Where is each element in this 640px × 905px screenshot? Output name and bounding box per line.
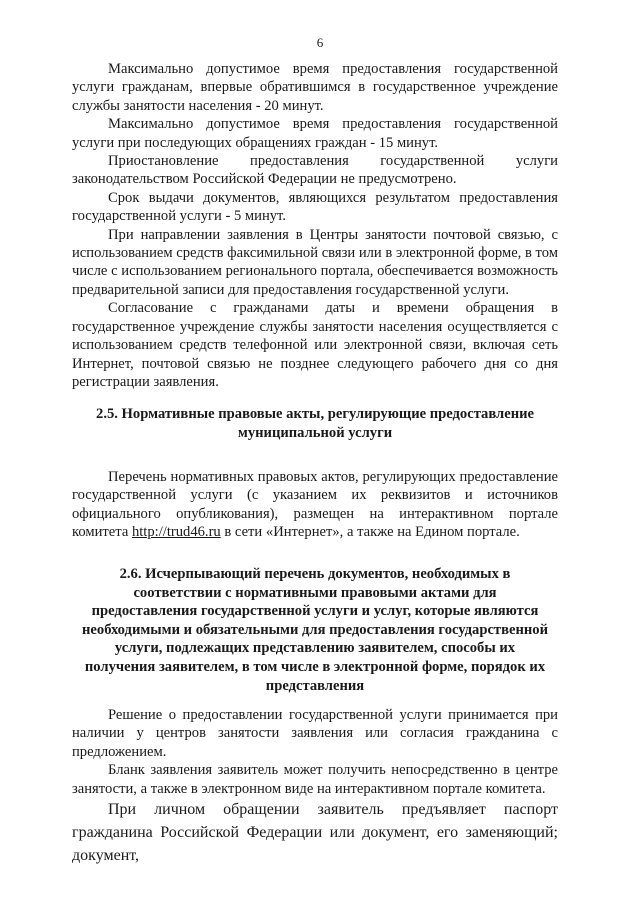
paragraph: Максимально допустимое время предоставления государственной услуги гражданам, впервые обратившимся в государственное учреждение службы занятости населения - 20 минут. <box>72 61 558 114</box>
paragraph-text: в сети «Интернет», а также на Едином портале. <box>220 524 520 541</box>
paragraph: Бланк заявления заявитель может получить непосредственно в центре занятости, а также в электронном виде на интерактивном портале комитета. <box>72 762 558 797</box>
paragraph: Решение о предоставлении государственной услуги принимается при наличии у центров занятости заявления или согласия гражданина с предложением. <box>72 707 558 760</box>
paragraph: При личном обращении заявитель предъявляет паспорт гражданина Российской Федерации или документ, его заменяющий; документ, <box>72 801 558 865</box>
section-2-5-heading: 2.5. Нормативные правовые акты, регулирующие предоставление муниципальной услуги <box>96 406 534 441</box>
paragraph: Приостановление предоставления государственной услуги законодательством Российской Федерации не предусмотрено. <box>72 153 558 188</box>
section-2-5-text <box>72 468 558 542</box>
paragraph-text: Перечень нормативных правовых актов, регулирующих предоставление государственной услуги (с указанием их реквизитов и источников официального опубликования), размещен на интерактивном портале комитета <box>72 469 558 541</box>
section-2-6-text <box>72 706 558 867</box>
paragraph: Согласование с гражданами даты и времени обращения в государственное учреждение службы занятости населения осуществляется с использованием средств телефонной или электронной связи, включая сеть Интернет, почтовой связью не позднее следующего рабочего дня со дня регистрации заявления. <box>72 300 558 390</box>
paragraph <box>72 468 558 542</box>
section-2-4-text <box>72 60 558 391</box>
trud46-link[interactable]: http://trud46.ru <box>131 524 221 541</box>
paragraph: Максимально допустимое время предоставления государственной услуги при последующих обращениях граждан - 15 минут. <box>72 116 558 151</box>
page-number: 6 <box>316 35 324 50</box>
section-2-6-heading: 2.6. Исчерпывающий перечень документов, необходимых в соответствии с нормативными правовыми актами для предоставления государственной услуги и услуг, которые являются необходимыми и обязательными для предоставления государственной услуги, подлежащих представлению заявителем, способы их получения заявителем, в том числе в электронной форме, порядок их представления <box>82 566 548 694</box>
paragraph: При направлении заявления в Центры занятости почтовой связью, с использованием средств факсимильной связи или в электронной форме, в том числе с использованием регионального портала, обеспечивается возможность предварительной записи для предоставления государственной услуги. <box>72 226 558 298</box>
paragraph: Срок выдачи документов, являющихся результатом предоставления государственной услуги - 5 минут. <box>72 189 558 225</box>
